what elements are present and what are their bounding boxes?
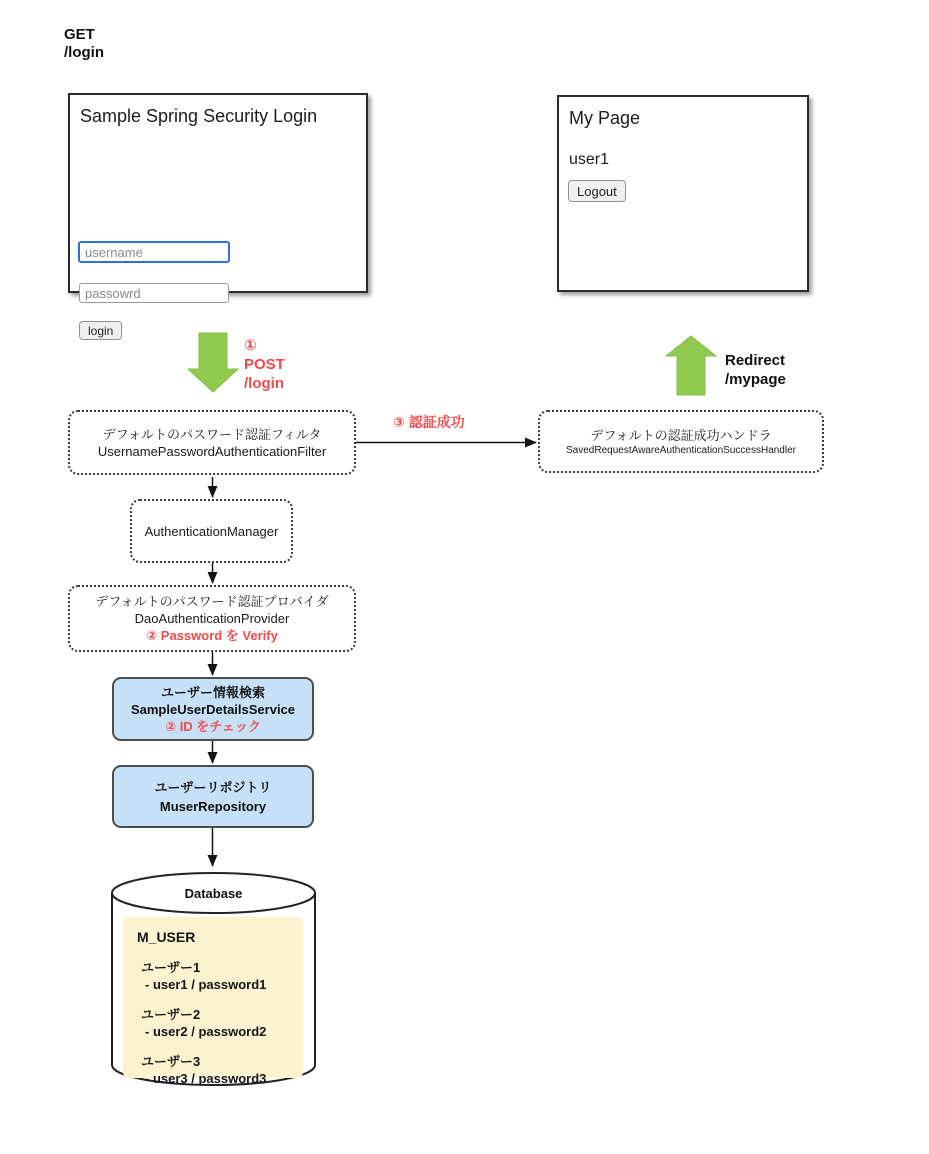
login-window-title: Sample Spring Security Login	[80, 106, 318, 126]
manager-class-name: AuthenticationManager	[144, 523, 279, 539]
redirect-line1: Redirect	[725, 352, 786, 369]
node-authentication-filter	[68, 410, 356, 475]
service-class-name: SampleUserDetailsService	[130, 701, 296, 717]
post-login-step: ①	[244, 337, 257, 354]
db-entry-row	[123, 1004, 303, 1039]
provider-class-name: DaoAuthenticationProvider	[134, 611, 290, 626]
db-entry-row	[123, 957, 303, 992]
get-login-line2: /login	[64, 44, 104, 61]
db-entry-credentials: - user2 / password2	[145, 1024, 267, 1039]
post-login-line1: POST	[244, 356, 285, 373]
logout-button[interactable]: Logout	[568, 180, 626, 202]
db-entry-credentials: - user3 / password3	[145, 1071, 267, 1086]
provider-label-ja: デフォルトのパスワード認証プロバイダ	[95, 594, 329, 609]
redirect-label	[725, 351, 786, 389]
login-button[interactable]: login	[79, 321, 122, 340]
repository-class-name: MuserRepository	[159, 798, 267, 814]
service-step-note: ② ID をチェック	[165, 718, 261, 734]
node-authentication-manager	[130, 499, 293, 563]
filter-class-name: UsernamePasswordAuthenticationFilter	[97, 443, 327, 459]
node-user-details-service	[112, 677, 314, 741]
mypage-window-title: My Page	[569, 108, 641, 128]
database-table	[123, 917, 303, 1086]
redirect-green-arrow-icon	[666, 336, 716, 395]
post-login-line2: /login	[244, 375, 284, 392]
db-entry-credentials: - user1 / password1	[145, 977, 267, 992]
mypage-username: user1	[569, 151, 610, 168]
handler-label-ja: デフォルトの認証成功ハンドラ	[590, 427, 772, 443]
post-login-label	[244, 336, 285, 393]
handler-class-name: SavedRequestAwareAuthenticationSuccessHandler	[566, 444, 796, 456]
redirect-line2: /mypage	[725, 371, 786, 388]
auth-success-label: ③ 認証成功	[393, 414, 465, 430]
db-table-name: M_USER	[137, 929, 196, 945]
service-label-ja: ユーザー情報検索	[160, 684, 265, 700]
database-title: Database	[184, 886, 243, 901]
db-entry-name: ユーザー2	[141, 1007, 201, 1022]
repository-label-ja: ユーザーリポジトリ	[154, 779, 272, 795]
provider-step-note: ② Password を Verify	[146, 628, 278, 643]
get-login-line1: GET	[64, 26, 95, 43]
post-login-green-arrow-icon	[188, 333, 238, 392]
db-entry-name: ユーザー1	[141, 960, 201, 975]
db-entry-row	[123, 1051, 303, 1086]
node-success-handler	[538, 410, 824, 473]
node-user-repository	[112, 765, 314, 828]
db-entry-name: ユーザー3	[141, 1054, 201, 1069]
node-authentication-provider	[68, 585, 356, 652]
filter-label-ja: デフォルトのパスワード認証フィルタ	[102, 426, 322, 442]
